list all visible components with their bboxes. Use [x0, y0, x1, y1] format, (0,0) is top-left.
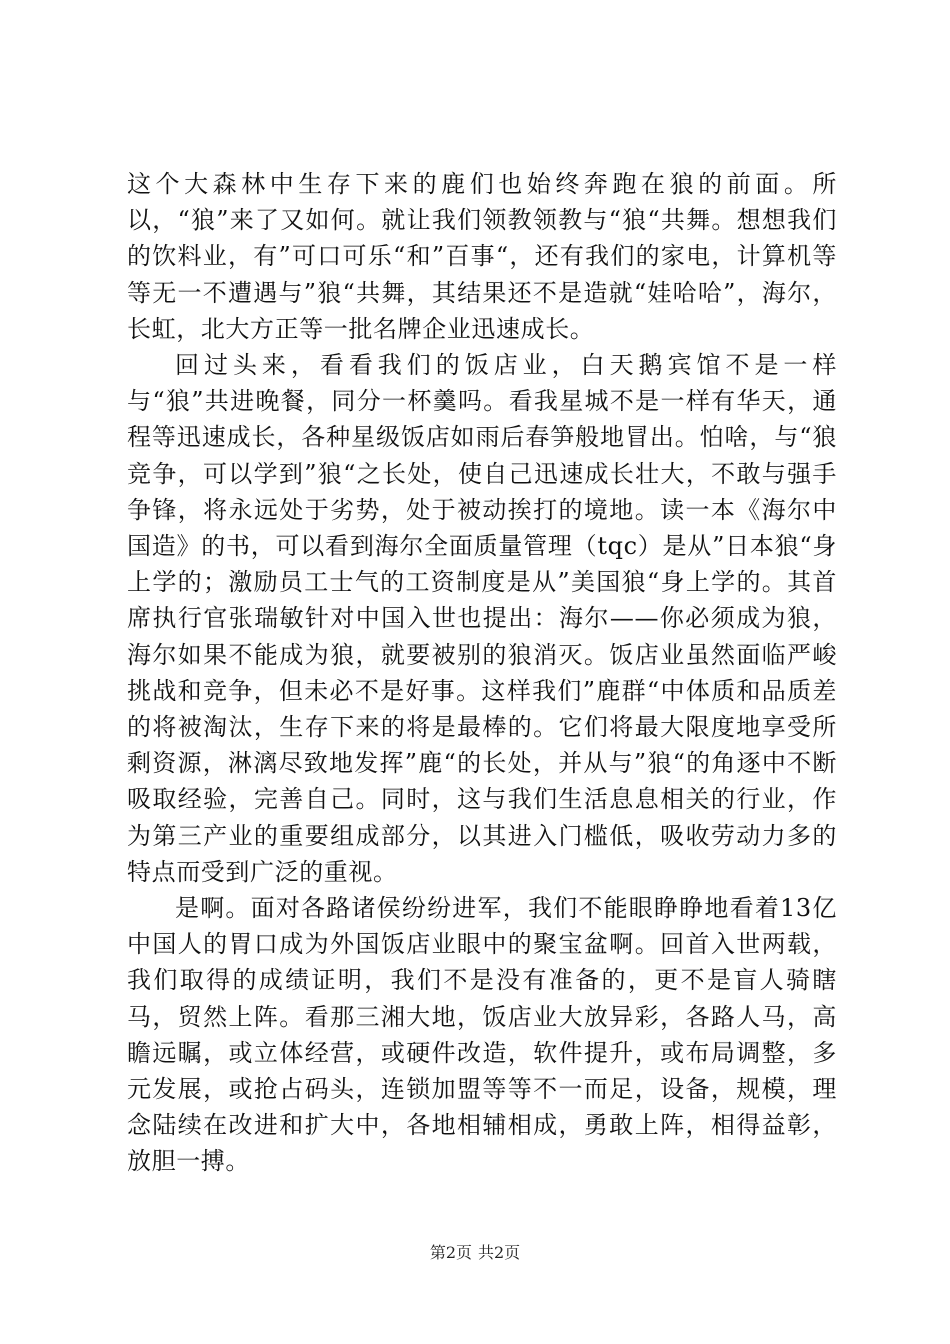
paragraph-3: 是啊。面对各路诸侯纷纷进军，我们不能眼睁睁地看着13亿中国人的胃口成为外国饭店业眼中的聚宝盆啊。回首入世两载，我们取得的成绩证明，我们不是没有准备的，更不是盲人骑瞎马，贸然上阵。看那三湘大地，饭店业大放异彩，各路人马，高瞻远瞩，或立体经营，或硬件改造，软件提升，或布局调整，多元发展，或抢占码头，连锁加盟等等不一而足，设备，规模，理念陆续在改进和扩大中，各地相辅相成，勇敢上阵，相得益彰，放胆一搏。: [127, 894, 837, 1176]
document-body: [127, 166, 837, 1180]
page-number: 第2页: [429, 1243, 472, 1262]
page-footer: [0, 1243, 950, 1263]
page-total: 共2页: [478, 1243, 521, 1262]
paragraph-2: 回过头来，看看我们的饭店业，白天鹅宾馆不是一样与“狼”共进晚餐，同分一杯羹吗。看我星城不是一样有华天，通程等迅速成长，各种星级饭店如雨后春笋般地冒出。怕啥，与“狼竞争，可以学到”狼“之长处，使自己迅速成长壮大，不敢与强手争锋，将永远处于劣势，处于被动挨打的境地。读一本《海尔中国造》的书，可以看到海尔全面质量管理（tqc）是从”日本狼“身上学的；激励员工士气的工资制度是从”美国狼“身上学的。其首席执行官张瑞敏针对中国入世也提出：海尔——你必须成为狼，海尔如果不能成为狼，就要被别的狼消灭。饭店业虽然面临严峻挑战和竞争，但未必不是好事。这样我们”鹿群“中体质和品质差的将被淘汰，生存下来的将是最棒的。它们将最大限度地享受所剩资源，淋漓尽致地发挥”鹿“的长处，并从与”狼“的角逐中不断吸取经验，完善自己。同时，这与我们生活息息相关的行业，作为第三产业的重要组成部分，以其进入门槛低，吸收劳动力多的特点而受到广泛的重视。: [127, 351, 837, 886]
paragraph-1: 这个大森林中生存下来的鹿们也始终奔跑在狼的前面。所以，“狼”来了又如何。就让我们领教领教与“狼“共舞。想想我们的饮料业，有”可口可乐“和”百事“，还有我们的家电，计算机等等无一不遭遇与”狼“共舞，其结果还不是造就“娃哈哈”，海尔，长虹，北大方正等一批名牌企业迅速成长。: [127, 170, 837, 343]
